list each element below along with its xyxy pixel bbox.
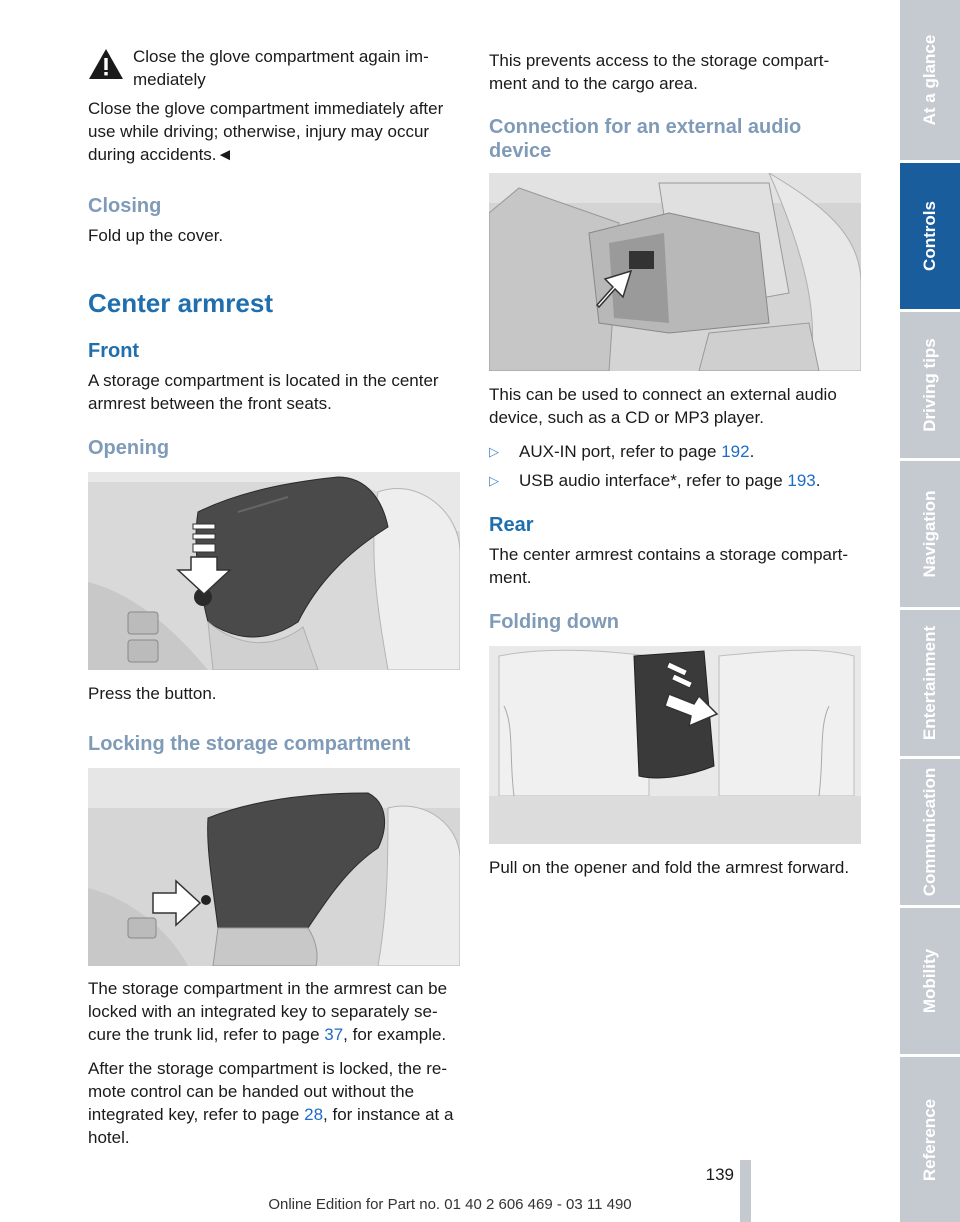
page-ref-37[interactable]: 37 [324, 1025, 344, 1044]
tab-label: Communication [920, 767, 939, 897]
tab-label: Mobility [920, 948, 939, 1014]
folding-figure [489, 646, 861, 844]
locking-figure [88, 768, 460, 966]
tab-mobility[interactable] [900, 908, 960, 1054]
tab-label: Driving tips [920, 338, 939, 432]
audio-heading: Connection for an external audio device [489, 116, 802, 162]
footer-text: Online Edition for Part no. 01 40 2 606 469 - 03 11 490 [268, 1196, 632, 1213]
chapter-sidebar [900, 0, 960, 1222]
opening-caption: Press the button. [88, 684, 217, 703]
opening-heading: Opening [88, 437, 170, 459]
closing-heading: Closing [88, 195, 162, 217]
bullet-text-a: USB audio interface*, refer to page [519, 471, 788, 490]
opening-figure [88, 472, 460, 670]
bullet-text [519, 440, 861, 463]
warning-title [133, 45, 463, 91]
tab-label: Navigation [920, 490, 939, 578]
bullet-text [519, 469, 861, 492]
bullet-triangle-icon: ▷ [489, 444, 499, 459]
tab-label: At a glance [920, 34, 939, 126]
closing-text: Fold up the cover. [88, 226, 224, 245]
tab-communication[interactable] [900, 759, 960, 905]
audio-figure [489, 173, 861, 371]
center-armrest-heading: Center armrest [88, 288, 273, 318]
folding-caption: Pull on the opener and fold the armrest forward. [489, 858, 850, 877]
tab-reference[interactable] [900, 1057, 960, 1222]
locking-text-1a: The storage compartment in the armrest can be locked with an integrated key to separately se-cure the trunk lid, refer to page [88, 979, 448, 1044]
bullet-triangle-icon: ▷ [489, 473, 499, 488]
page-number: 139 [705, 1165, 734, 1184]
tab-navigation[interactable] [900, 461, 960, 607]
bullet-text-b: . [815, 471, 821, 490]
locking-heading: Locking the storage compartment [88, 733, 411, 755]
warning-title-line1: Close the glove compartment again im- [133, 47, 429, 66]
bullet-text-a: AUX-IN port, refer to page [519, 442, 722, 461]
tab-entertainment[interactable] [900, 610, 960, 756]
audio-text: This can be used to connect an external audio device, such as a CD or MP3 player. [489, 385, 837, 427]
tab-driving-tips[interactable] [900, 312, 960, 458]
locking-text-2b: , for instance at a hotel. [88, 1105, 454, 1147]
front-heading: Front [88, 340, 140, 362]
locking-text-1 [88, 977, 463, 1046]
rear-heading: Rear [489, 514, 534, 536]
page-ref-193[interactable]: 193 [787, 471, 816, 490]
tab-label: Controls [920, 201, 939, 271]
bullet-text-b: . [749, 442, 755, 461]
tab-controls[interactable] [900, 163, 960, 309]
page-ref-192[interactable]: 192 [721, 442, 750, 461]
tab-at-a-glance[interactable] [900, 0, 960, 160]
tab-label: Entertainment [920, 625, 939, 741]
folding-heading: Folding down [489, 611, 619, 633]
warning-title-line2: mediately [133, 70, 206, 89]
intro-text: This prevents access to the storage compart-ment and to the cargo area. [489, 51, 830, 93]
locking-text-1b: , for example. [343, 1025, 447, 1044]
locking-text-2a: After the storage compartment is locked, the re-mote control can be handed out without the integrated key, refer to page [88, 1059, 448, 1124]
warning-text: Close the glove compartment immediately after use while driving; otherwise, injury may occur during accidents.◄ [88, 99, 444, 164]
front-text: A storage compartment is located in the center armrest between the front seats. [88, 371, 439, 413]
warning-icon [88, 48, 124, 80]
tab-label: Reference [920, 1098, 939, 1181]
locking-text-2 [88, 1057, 463, 1149]
rear-text: The center armrest contains a storage compart-ment. [489, 545, 849, 587]
page-ref-28[interactable]: 28 [304, 1105, 324, 1124]
